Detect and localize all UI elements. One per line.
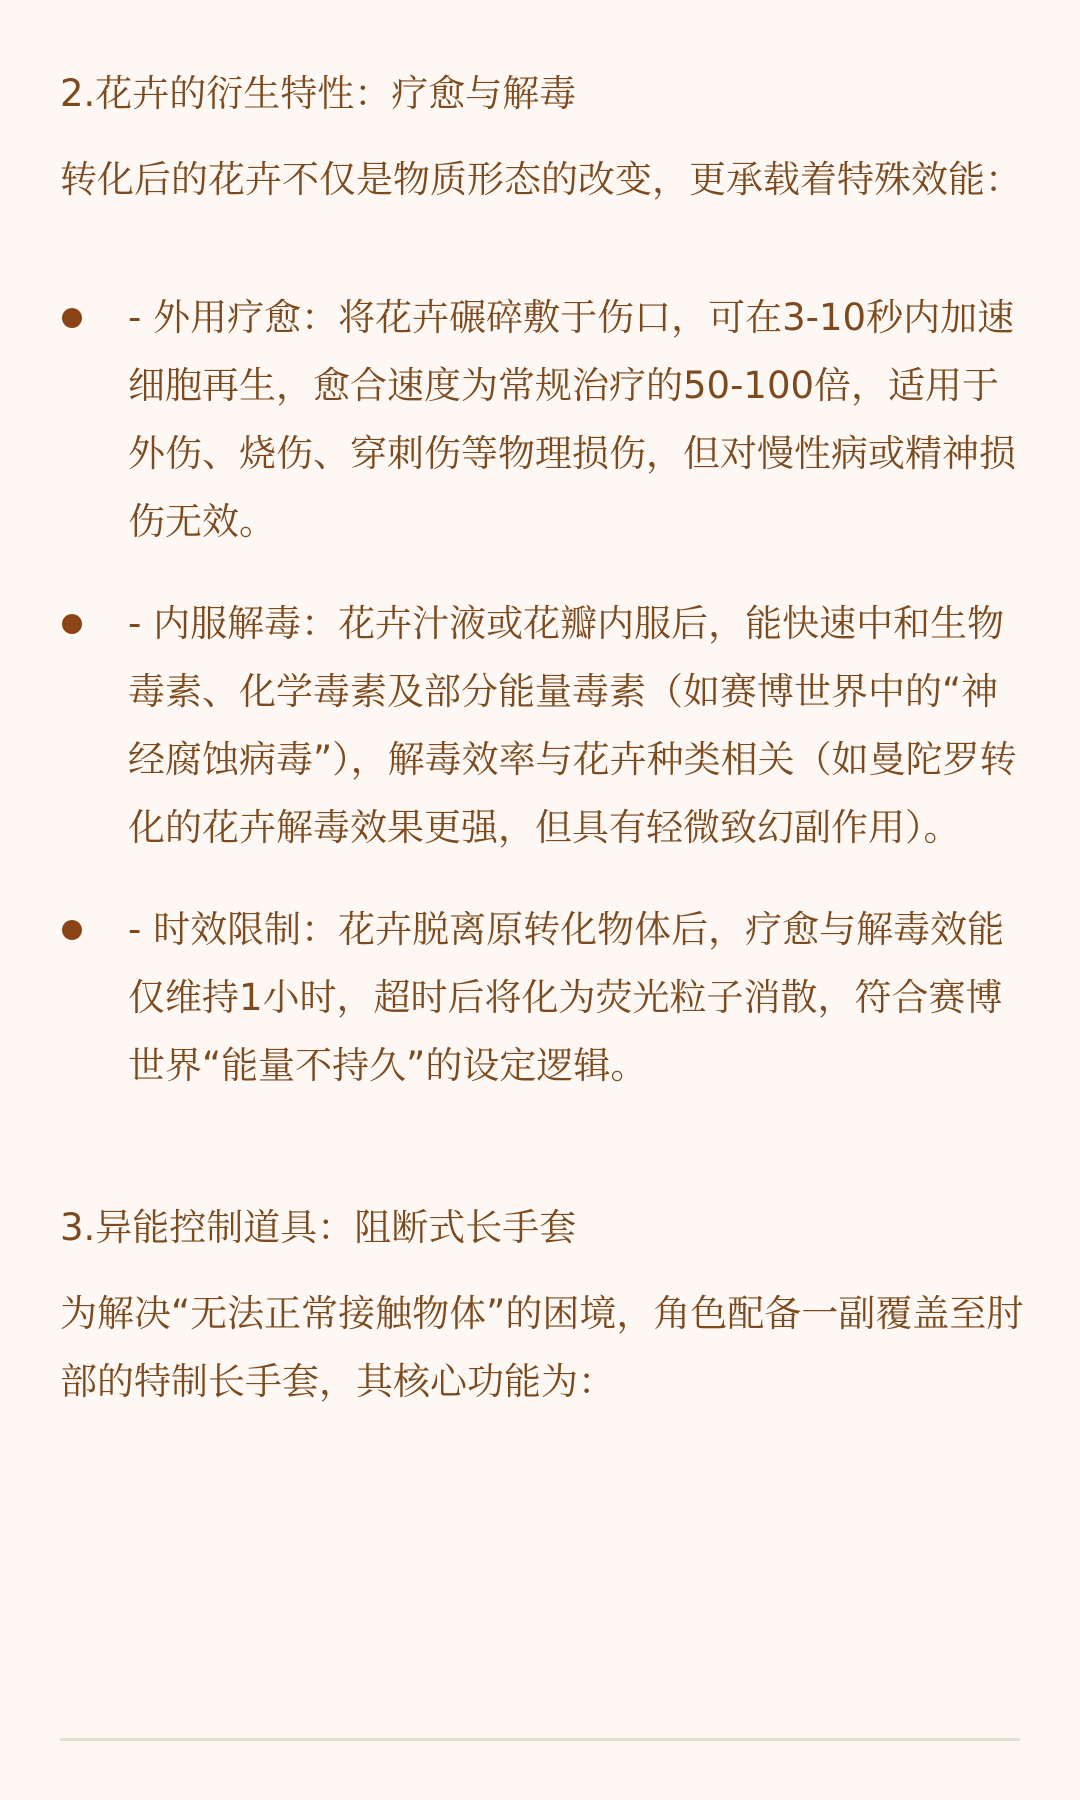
section-3-heading: 3.异能控制道具：阻断式长手套	[60, 1206, 577, 1249]
spacer	[60, 1262, 1025, 1280]
list-item	[60, 590, 1025, 862]
article-content	[60, 60, 1025, 1416]
spacer	[60, 1134, 1025, 1194]
list-item-text: - 时效限制：花卉脱离原转化物体后，疗愈与解毒效能仅维持1小时，超时后将化为荧光粒子消散，符合赛博世界“能量不持久”的设定逻辑。	[128, 908, 1005, 1087]
spacer	[60, 214, 1025, 284]
list-item-text: - 外用疗愈：将花卉碾碎敷于伤口，可在3-10秒内加速细胞再生，愈合速度为常规治疗的50-100倍，适用于外伤、烧伤、穿刺伤等物理损伤，但对慢性病或精神损伤无效。	[128, 296, 1016, 543]
list-item	[60, 284, 1025, 556]
spacer	[60, 128, 1025, 146]
section-2-intro: 转化后的花卉不仅是物质形态的改变，更承载着特殊效能：	[60, 158, 1022, 201]
bullet-dot-icon	[62, 308, 82, 328]
section-3-intro: 为解决“无法正常接触物体”的困境，角色配备一副覆盖至肘部的特制长手套，其核心功能为：	[60, 1292, 1024, 1403]
bottom-divider	[60, 1738, 1020, 1741]
list-item-text: - 内服解毒：花卉汁液或花瓣内服后，能快速中和生物毒素、化学毒素及部分能量毒素（如赛博世界中的“神经腐蚀病毒”），解毒效率与花卉种类相关（如曼陀罗转化的花卉解毒效果更强，但具有轻微致幻副作用）。	[128, 602, 1017, 849]
bullet-dot-icon	[62, 920, 82, 940]
bullet-dot-icon	[62, 614, 82, 634]
effects-list	[60, 284, 1025, 1100]
section-2-heading: 2.花卉的衍生特性：疗愈与解毒	[60, 72, 577, 115]
list-item	[60, 896, 1025, 1100]
